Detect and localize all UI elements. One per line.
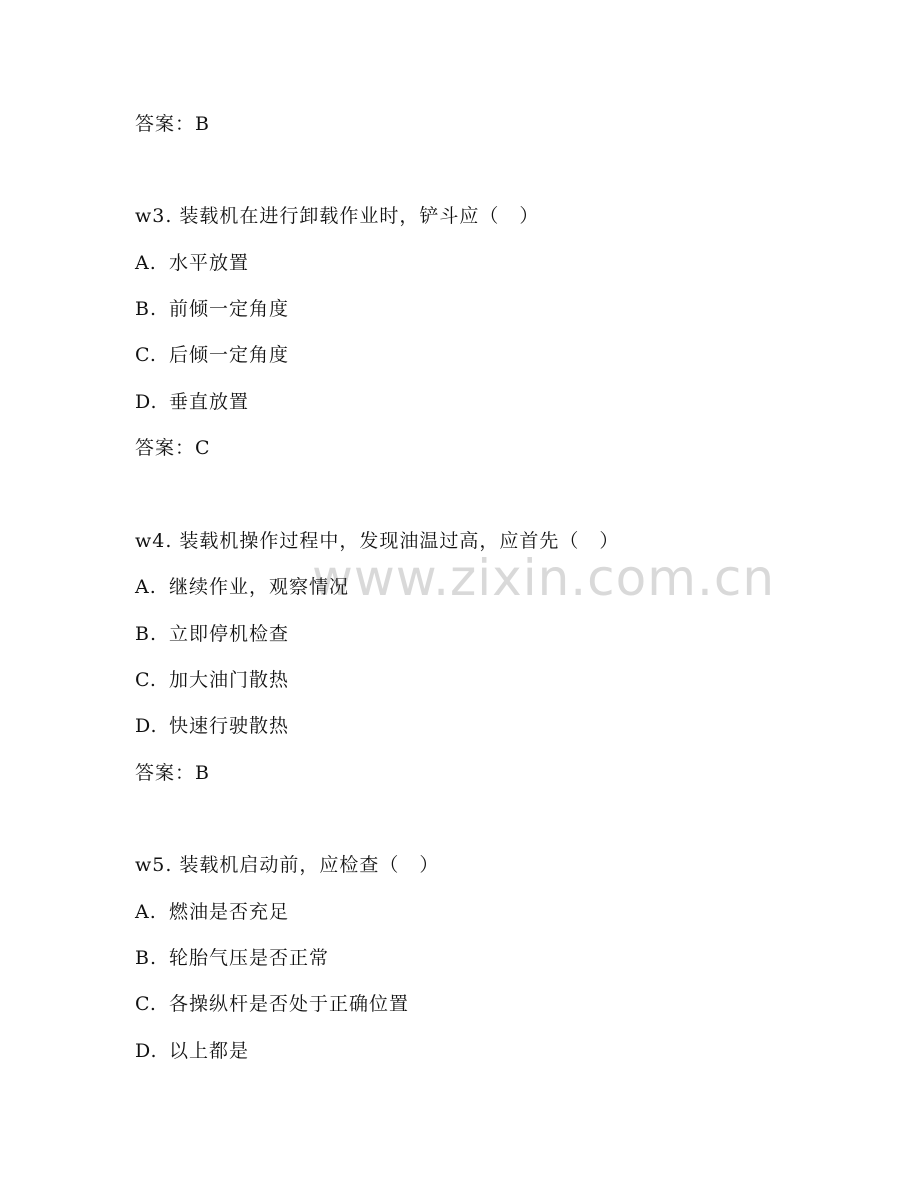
option-letter: C. <box>135 344 157 366</box>
option-letter: D. <box>135 715 158 737</box>
watermark: www.zixin.com.cn <box>312 549 776 607</box>
answer-line: 答案：B <box>135 113 210 135</box>
option-letter: A. <box>135 252 157 274</box>
option-letter: B. <box>135 298 158 320</box>
question-w5: w5. 装载机启动前，应检查（ ） <box>135 854 440 876</box>
option-c <box>135 668 289 692</box>
option-text: 加大油门散热 <box>169 669 290 691</box>
answer-line: 答案：C <box>135 437 211 459</box>
option-a <box>135 251 249 275</box>
option-d <box>135 1039 249 1063</box>
option-a <box>135 575 349 599</box>
option-d <box>135 390 249 414</box>
option-letter: B. <box>135 623 158 645</box>
option-letter: D. <box>135 391 158 413</box>
option-text: 快速行驶散热 <box>169 715 290 737</box>
option-text: 各操纵杆是否处于正确位置 <box>169 993 410 1015</box>
option-letter: C. <box>135 993 157 1015</box>
option-text: 燃油是否充足 <box>169 901 290 923</box>
option-text: 轮胎气压是否正常 <box>169 947 330 969</box>
option-b <box>135 946 329 970</box>
option-d <box>135 714 289 738</box>
option-b <box>135 622 289 646</box>
option-c <box>135 992 409 1016</box>
option-letter: B. <box>135 947 158 969</box>
question-w3: w3. 装载机在进行卸载作业时，铲斗应（ ） <box>135 205 540 227</box>
option-letter: A. <box>135 576 157 598</box>
option-letter: C. <box>135 669 157 691</box>
option-text: 垂直放置 <box>169 391 250 413</box>
option-text: 前倾一定角度 <box>169 298 290 320</box>
option-text: 立即停机检查 <box>169 623 290 645</box>
option-letter: D. <box>135 1040 158 1062</box>
option-c <box>135 343 289 367</box>
option-a <box>135 900 289 924</box>
option-b <box>135 297 289 321</box>
option-text: 继续作业，观察情况 <box>169 576 350 598</box>
answer-line: 答案：B <box>135 762 210 784</box>
option-text: 以上都是 <box>169 1040 250 1062</box>
option-text: 后倾一定角度 <box>169 344 290 366</box>
option-text: 水平放置 <box>169 252 250 274</box>
question-w4: w4. 装载机操作过程中，发现油温过高，应首先（ ） <box>135 530 620 552</box>
option-letter: A. <box>135 901 157 923</box>
